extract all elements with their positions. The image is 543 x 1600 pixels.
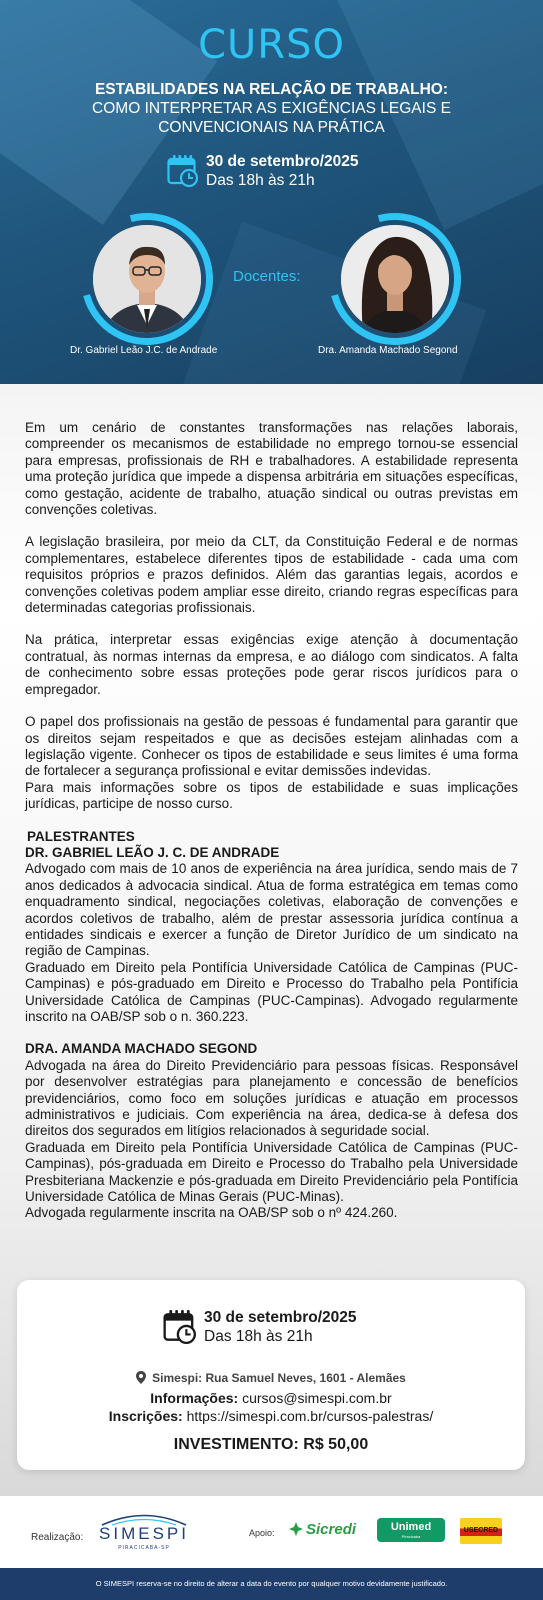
speaker1-portrait bbox=[81, 213, 213, 345]
header-date-block bbox=[167, 152, 359, 190]
docentes-label: Docentes: bbox=[233, 268, 301, 285]
speaker2-portrait bbox=[329, 213, 461, 345]
usecred-name: USECRED bbox=[463, 1527, 499, 1534]
investment-price: INVESTIMENTO: R$ 50,00 bbox=[173, 1436, 369, 1453]
paragraph: O papel dos profissionais na gestão de pessoas é fundamental para garantir que os direitos sejam respeitados e que as decisões estejam alinhadas com a legislação vigente. Conhecer os tipos de estabilidade e seus limites é uma forma de fortalecer a segurança profissional e evitar demissões indevidas. bbox=[25, 714, 518, 779]
header-date: 30 de setembro/2025 bbox=[206, 153, 359, 170]
speakers-section-title: PALESTRANTES bbox=[27, 828, 135, 844]
speaker1-name: DR. GABRIEL LEÃO J. C. DE ANDRADE bbox=[25, 844, 280, 860]
speaker1-caption: Dr. Gabriel Leão J.C. de Andrade bbox=[70, 345, 218, 356]
event-location bbox=[17, 1371, 525, 1385]
speaker2-bio: Advogada regularmente inscrita na OAB/SP sob o nº 424.260. bbox=[25, 1205, 398, 1221]
simespi-place: PIRACICABA-SP bbox=[118, 1545, 170, 1551]
event-info-card bbox=[17, 1280, 525, 1470]
speaker2-caption: Dra. Amanda Machado Segond bbox=[318, 345, 458, 356]
sponsors-bar bbox=[0, 1496, 543, 1568]
paragraph: A legislação brasileira, por meio da CLT, da Constituição Federal e de normas complementares, estabelece diferentes tipos de estabilidade - cada uma com requisitos próprios e prazos definidos. Além das garantias legais, acordos e convenções coletivas podem ampliar esse direito, criando regras específicas para determinadas categorias profissionais. bbox=[25, 534, 518, 616]
map-pin-icon bbox=[136, 1371, 146, 1384]
usecred-logo bbox=[460, 1518, 502, 1544]
unimed-sub: Piracicaba bbox=[401, 1534, 421, 1539]
calendar-clock-icon bbox=[163, 1309, 197, 1345]
footer-disclaimer: O SIMESPI reserva-se no direito de alterar a data do evento por qualquer motivo devidamente justificado. bbox=[95, 1579, 448, 1588]
speaker2-bio: Advogada na área do Direito Previdenciário para pessoas físicas. Responsável por desenvolver estratégias para planejamento e concessão de benefícios previdenciários, como foco em soluções jurídicas e atuação em processos administrativos e judiciais. Com experiência na área, dedica-se à defesa dos direitos dos segurados em litígios relacionados à seguridade social. bbox=[25, 1057, 518, 1139]
signup-label: Inscrições: bbox=[108, 1408, 183, 1424]
course-header bbox=[0, 0, 543, 384]
simespi-name: SIMESPI bbox=[99, 1524, 189, 1543]
course-description bbox=[25, 420, 518, 1238]
card-date: 30 de setembro/2025 bbox=[204, 1309, 357, 1326]
sicredi-logo bbox=[289, 1521, 356, 1538]
course-title-line3: CONVENCIONAIS NA PRÁTICA bbox=[158, 119, 385, 136]
location-text: Simespi: Rua Samuel Neves, 1601 - Alemães bbox=[152, 1371, 406, 1385]
footer-disclaimer-bar bbox=[0, 1568, 543, 1600]
apoio-label: Apoio: bbox=[249, 1528, 275, 1538]
card-date-block bbox=[163, 1308, 357, 1346]
simespi-logo bbox=[98, 1512, 190, 1554]
course-kicker: CURSO bbox=[198, 22, 345, 68]
speaker1-photo bbox=[93, 225, 201, 333]
realizacao-label: Realização: bbox=[31, 1532, 84, 1543]
signup-line bbox=[17, 1408, 525, 1424]
speaker2-name: DRA. AMANDA MACHADO SEGOND bbox=[25, 1041, 258, 1057]
paragraph: Na prática, interpretar essas exigências exige atenção à documentação contratual, às normas internas da empresa, e ao diálogo com sindicatos. A falta de conhecimento sobre essas proteções pode gerar riscos jurídicos para o empregador. bbox=[25, 632, 518, 697]
info-email-link[interactable]: cursos@simespi.com.br bbox=[242, 1390, 392, 1406]
speaker1-bio: Graduado em Direito pela Pontifícia Universidade Católica de Campinas (PUC-Campinas) e pós-graduado em Direito e Processo do Trabalho pela Pontifícia Universidade Católica de Campinas (PUC-Campinas). Advogado regularmente inscrito na OAB/SP sob o n. 360.223. bbox=[25, 959, 518, 1024]
course-title-line1: ESTABILIDADES NA RELAÇÃO DE TRABALHO: bbox=[94, 81, 449, 98]
speaker1-bio: Advogado com mais de 10 anos de experiência na área jurídica, sendo mais de 7 anos dedicados à advocacia sindical. Atua de forma estratégica em temas como enquadramento sindical, negociações coletivas, elaboração de convenções e acordos coletivos de trabalho, além de prestar assessoria jurídica contínua a entidades sindicais e exercer a função de Diretor Jurídico de um sindicato na região de Campinas. bbox=[25, 861, 518, 959]
speaker2-photo bbox=[341, 225, 449, 333]
course-title bbox=[40, 80, 503, 137]
header-time: Das 18h às 21h bbox=[206, 172, 315, 189]
info-contact bbox=[17, 1390, 525, 1406]
signup-link[interactable]: https://simespi.com.br/cursos-palestras/ bbox=[186, 1408, 434, 1424]
info-label: Informações: bbox=[150, 1390, 239, 1406]
sicredi-leaf-icon bbox=[289, 1522, 303, 1536]
calendar-clock-icon bbox=[167, 154, 199, 188]
speaker2-bio: Graduada em Direito pela Pontifícia Universidade Católica de Campinas (PUC-Campinas), pós-graduada em Direito e Processo do Trabalho pela Universidade Presbiteriana Mackenzie e pós-graduada em Direito Previdenciário pela Pontifícia Universidade Católica de Minas Gerais (PUC-Minas). bbox=[25, 1139, 518, 1205]
unimed-name: Unimed bbox=[390, 1521, 432, 1533]
unimed-logo bbox=[377, 1518, 445, 1542]
course-title-line2: COMO INTERPRETAR AS EXIGÊNCIAS LEGAIS E bbox=[92, 100, 451, 117]
paragraph: Em um cenário de constantes transformações nas relações laborais, compreender os mecanismos de estabilidade no emprego tornou-se essencial para empresas, profissionais de RH e trabalhadores. A estabilidade representa uma proteção jurídica que impede a dispensa arbitrária em situações específicas, como gestação, acidente de trabalho, atuação sindical ou outras previstas em convenções coletivas. bbox=[25, 420, 518, 518]
card-time: Das 18h às 21h bbox=[204, 1328, 313, 1345]
paragraph: Para mais informações sobre os tipos de estabilidade e suas implicações jurídicas, participe de nosso curso. bbox=[25, 779, 518, 812]
sicredi-name: Sicredi bbox=[306, 1521, 357, 1538]
